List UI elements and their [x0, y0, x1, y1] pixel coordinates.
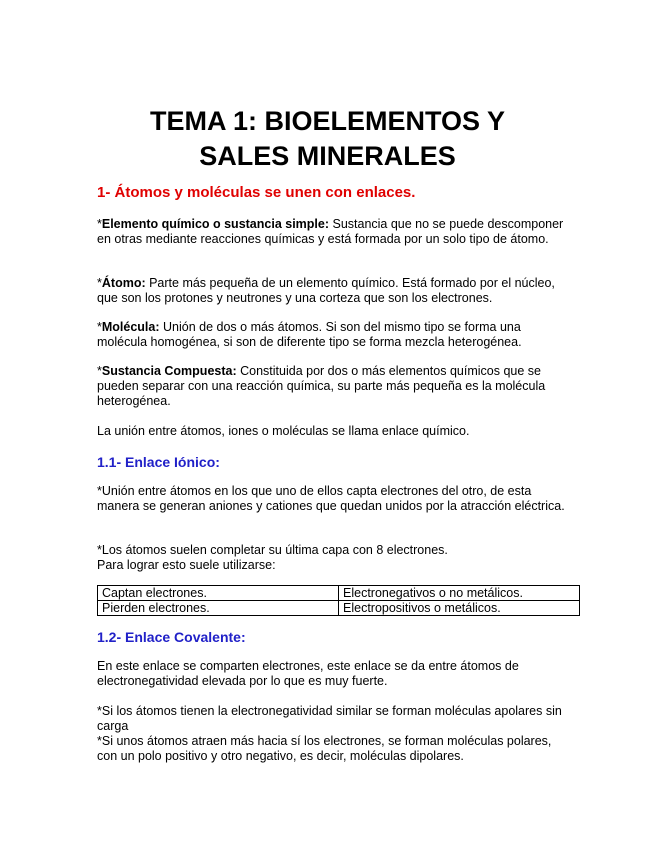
ionic-paragraph-1: *Unión entre átomos en los que uno de ellos capta electrones del otro, de esta manera se generan aniones y cationes que quedan unidos por la atracción eléctrica.	[97, 484, 565, 513]
definition-text: Constituida por dos o más elementos químicos que se pueden separar con una reacción química, su parte más pequeña es la molécula heterogénea.	[97, 364, 546, 408]
definition-text: Sustancia que no se puede descomponer en otras mediante reacciones químicas y está formada por un solo tipo de átomo.	[97, 217, 564, 246]
definition-term: Sustancia Compuesta:	[101, 364, 237, 378]
definition-atomo: *Átomo: Parte más pequeña de un elemento químico. Está formado por el núcleo, que son los protones y neutrones y una corteza que son los electrones.	[97, 276, 555, 305]
table-row	[98, 601, 580, 616]
definition-term: Átomo:	[101, 276, 146, 290]
table-cell: Pierden electrones.	[98, 601, 339, 616]
definition-molecula: *Molécula: Unión de dos o más átomos. Si son del mismo tipo se forma una molécula homogénea, si son de diferente tipo se forma mezcla heterogénea.	[97, 320, 522, 349]
title-line-2: SALES MINERALES	[199, 141, 456, 171]
definition-text: Unión de dos o más átomos. Si son del mismo tipo se forma una molécula homogénea, si son de diferente tipo se forma mezcla heterogénea.	[97, 320, 522, 349]
section-heading-1: 1- Átomos y moléculas se unen con enlaces.	[97, 184, 416, 201]
definition-term: Elemento químico o sustancia simple:	[101, 217, 330, 231]
ionic-table	[97, 585, 580, 616]
covalent-paragraph-3: *Si unos átomos atraen más hacia sí los electrones, se forman moléculas polares, con un polo positivo y otro negativo, es decir, moléculas dipolares.	[97, 734, 552, 763]
definition-term: Molécula:	[101, 320, 160, 334]
section-heading-1-2: 1.2- Enlace Covalente:	[97, 629, 246, 645]
table-cell: Captan electrones.	[98, 586, 339, 601]
table-row	[98, 586, 580, 601]
union-paragraph: La unión entre átomos, iones o moléculas se llama enlace químico.	[97, 424, 470, 438]
covalent-paragraph-1: En este enlace se comparten electrones, este enlace se da entre átomos de electronegatividad elevada por lo que es muy fuerte.	[97, 659, 519, 688]
ionic-paragraph-2-line-1: *Los átomos suelen completar su última capa con 8 electrones.	[97, 543, 448, 557]
table-cell: Electronegativos o no metálicos.	[339, 586, 580, 601]
table-cell: Electropositivos o metálicos.	[339, 601, 580, 616]
section-heading-1-1: 1.1- Enlace Iónico:	[97, 454, 220, 470]
page-title	[0, 104, 655, 174]
ionic-paragraph-2	[97, 543, 567, 573]
definition-elemento: *Elemento químico o sustancia simple: Sustancia que no se puede descomponer en otras mediante reacciones químicas y está formada por un solo tipo de átomo.	[97, 217, 564, 246]
covalent-paragraph-2: *Si los átomos tienen la electronegatividad similar se forman moléculas apolares sin carga	[97, 704, 562, 733]
title-line-1: TEMA 1: BIOELEMENTOS Y	[149, 106, 506, 136]
definition-sustancia-compuesta: *Sustancia Compuesta: Constituida por dos o más elementos químicos que se pueden separar con una reacción química, su parte más pequeña es la molécula heterogénea.	[97, 364, 546, 408]
definition-text: Parte más pequeña de un elemento químico. Está formado por el núcleo, que son los protones y neutrones y una corteza que son los electrones.	[97, 276, 555, 305]
ionic-paragraph-2-line-2: Para lograr esto suele utilizarse:	[97, 558, 276, 572]
